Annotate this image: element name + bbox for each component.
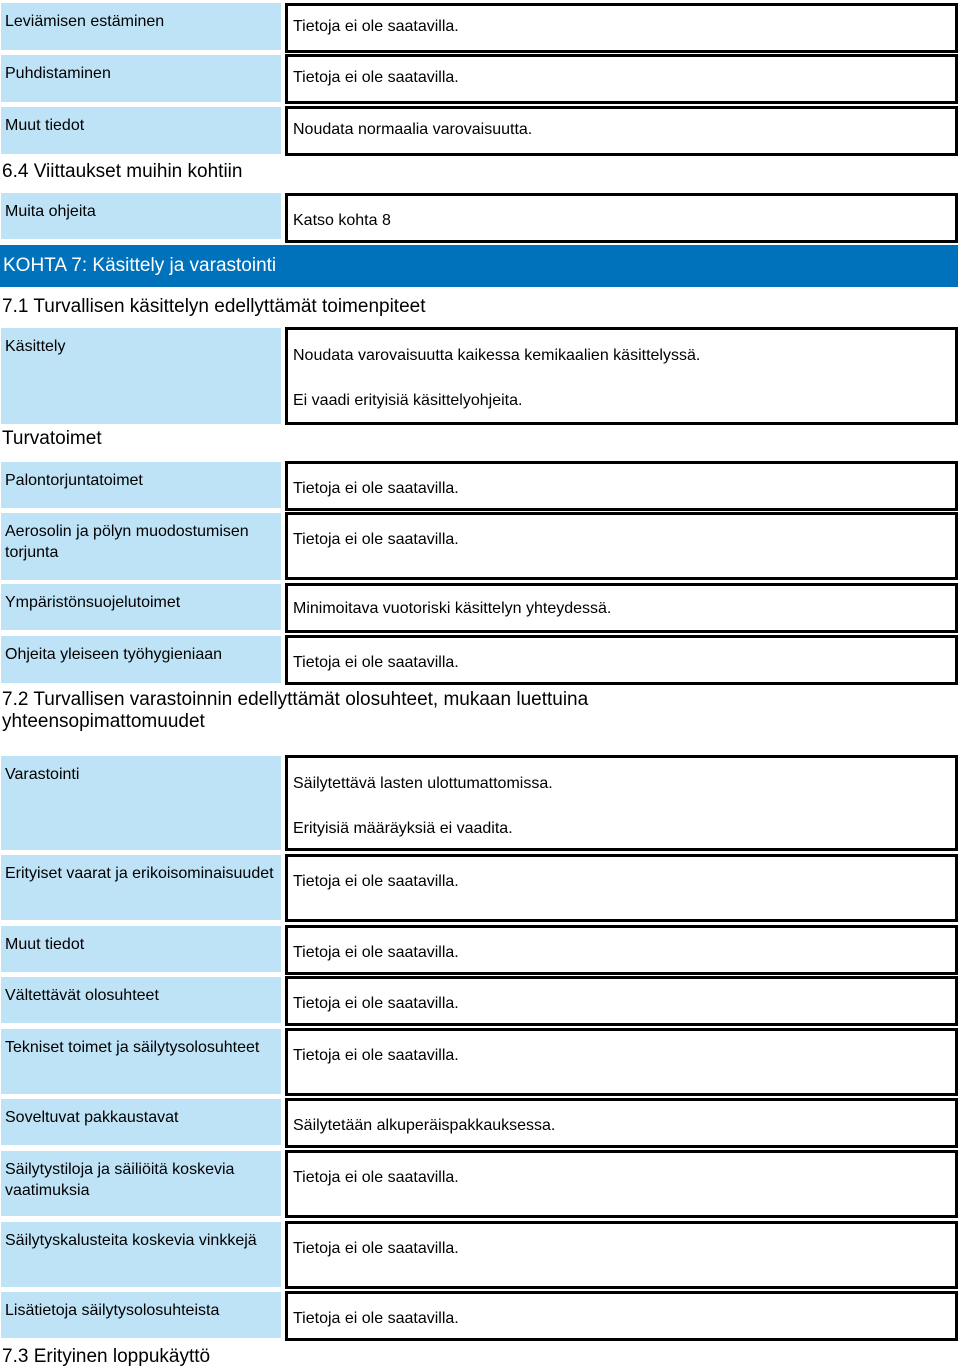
value-other-instructions: Katso kohta 8 — [285, 193, 958, 243]
label-special-hazards: Erityiset vaarat ja erikoisominaisuudet — [1, 855, 281, 920]
handling-line-1: Noudata varovaisuutta kaikessa kemikaalien käsittelyssä. — [293, 347, 701, 364]
value-storage-other-info: Tietoja ei ole saatavilla. — [285, 925, 958, 975]
section-7-1-title: 7.1 Turvallisen käsittelyn edellyttämät toimenpiteet — [2, 296, 426, 317]
value-storage — [285, 755, 958, 851]
label-storage-furniture: Säilytyskalusteita koskevia vinkkejä — [1, 1222, 281, 1287]
value-environmental-protection: Minimoitava vuotoriski käsittelyn yhteydessä. — [285, 583, 958, 633]
label-hygiene: Ohjeita yleiseen työhygieniaan — [1, 636, 281, 683]
value-special-hazards: Tietoja ei ole saatavilla. — [285, 854, 958, 922]
value-packaging: Säilytetään alkuperäispakkauksessa. — [285, 1098, 958, 1148]
safety-measures-title: Turvatoimet — [2, 428, 102, 449]
label-other-instructions: Muita ohjeita — [1, 193, 281, 239]
section-7-2-title-line-1: 7.2 Turvallisen varastoinnin edellyttämät olosuhteet, mukaan luettuina — [2, 689, 589, 710]
section-7-header: KOHTA 7: Käsittely ja varastointi — [0, 245, 958, 287]
label-aerosol-dust: Aerosolin ja pölyn muodostumisen torjunta — [1, 513, 281, 580]
label-storage-rooms: Säilytystiloja ja säiliöitä koskevia vaatimuksia — [1, 1151, 281, 1216]
value-aerosol-dust: Tietoja ei ole saatavilla. — [285, 512, 958, 580]
value-hygiene: Tietoja ei ole saatavilla. — [285, 635, 958, 685]
label-packaging: Soveltuvat pakkaustavat — [1, 1099, 281, 1145]
value-spread-prevention: Tietoja ei ole saatavilla. — [285, 3, 958, 53]
label-spread-prevention: Leviämisen estäminen — [1, 3, 281, 50]
value-storage-furniture: Tietoja ei ole saatavilla. — [285, 1221, 958, 1289]
label-fire-prevention: Palontorjuntatoimet — [1, 462, 281, 508]
label-conditions-to-avoid: Vältettävät olosuhteet — [1, 977, 281, 1023]
section-6-4-title: 6.4 Viittaukset muihin kohtiin — [2, 161, 243, 182]
value-storage-rooms: Tietoja ei ole saatavilla. — [285, 1150, 958, 1218]
section-7-2-title-line-2: yhteensopimattomuudet — [2, 711, 205, 732]
storage-line-2: Erityisiä määräyksiä ei vaadita. — [293, 820, 513, 837]
value-cleaning: Tietoja ei ole saatavilla. — [285, 54, 958, 104]
label-storage: Varastointi — [1, 756, 281, 850]
label-storage-additional-info: Lisätietoja säilytysolosuhteista — [1, 1292, 281, 1338]
section-7-2-title — [2, 689, 588, 733]
label-cleaning: Puhdistaminen — [1, 55, 281, 102]
value-technical-measures: Tietoja ei ole saatavilla. — [285, 1028, 958, 1096]
label-other-info: Muut tiedot — [1, 107, 281, 154]
label-storage-other-info: Muut tiedot — [1, 926, 281, 972]
label-handling: Käsittely — [1, 328, 281, 424]
value-handling — [285, 327, 958, 425]
section-7-3-title: 7.3 Erityinen loppukäyttö — [2, 1346, 211, 1367]
value-other-info: Noudata normaalia varovaisuutta. — [285, 106, 958, 156]
value-fire-prevention: Tietoja ei ole saatavilla. — [285, 461, 958, 511]
value-conditions-to-avoid: Tietoja ei ole saatavilla. — [285, 976, 958, 1026]
storage-line-1: Säilytettävä lasten ulottumattomissa. — [293, 775, 553, 792]
label-environmental-protection: Ympäristönsuojelutoimet — [1, 584, 281, 630]
label-technical-measures: Tekniset toimet ja säilytysolosuhteet — [1, 1029, 281, 1094]
value-storage-additional-info: Tietoja ei ole saatavilla. — [285, 1291, 958, 1341]
handling-line-2: Ei vaadi erityisiä käsittelyohjeita. — [293, 392, 523, 409]
